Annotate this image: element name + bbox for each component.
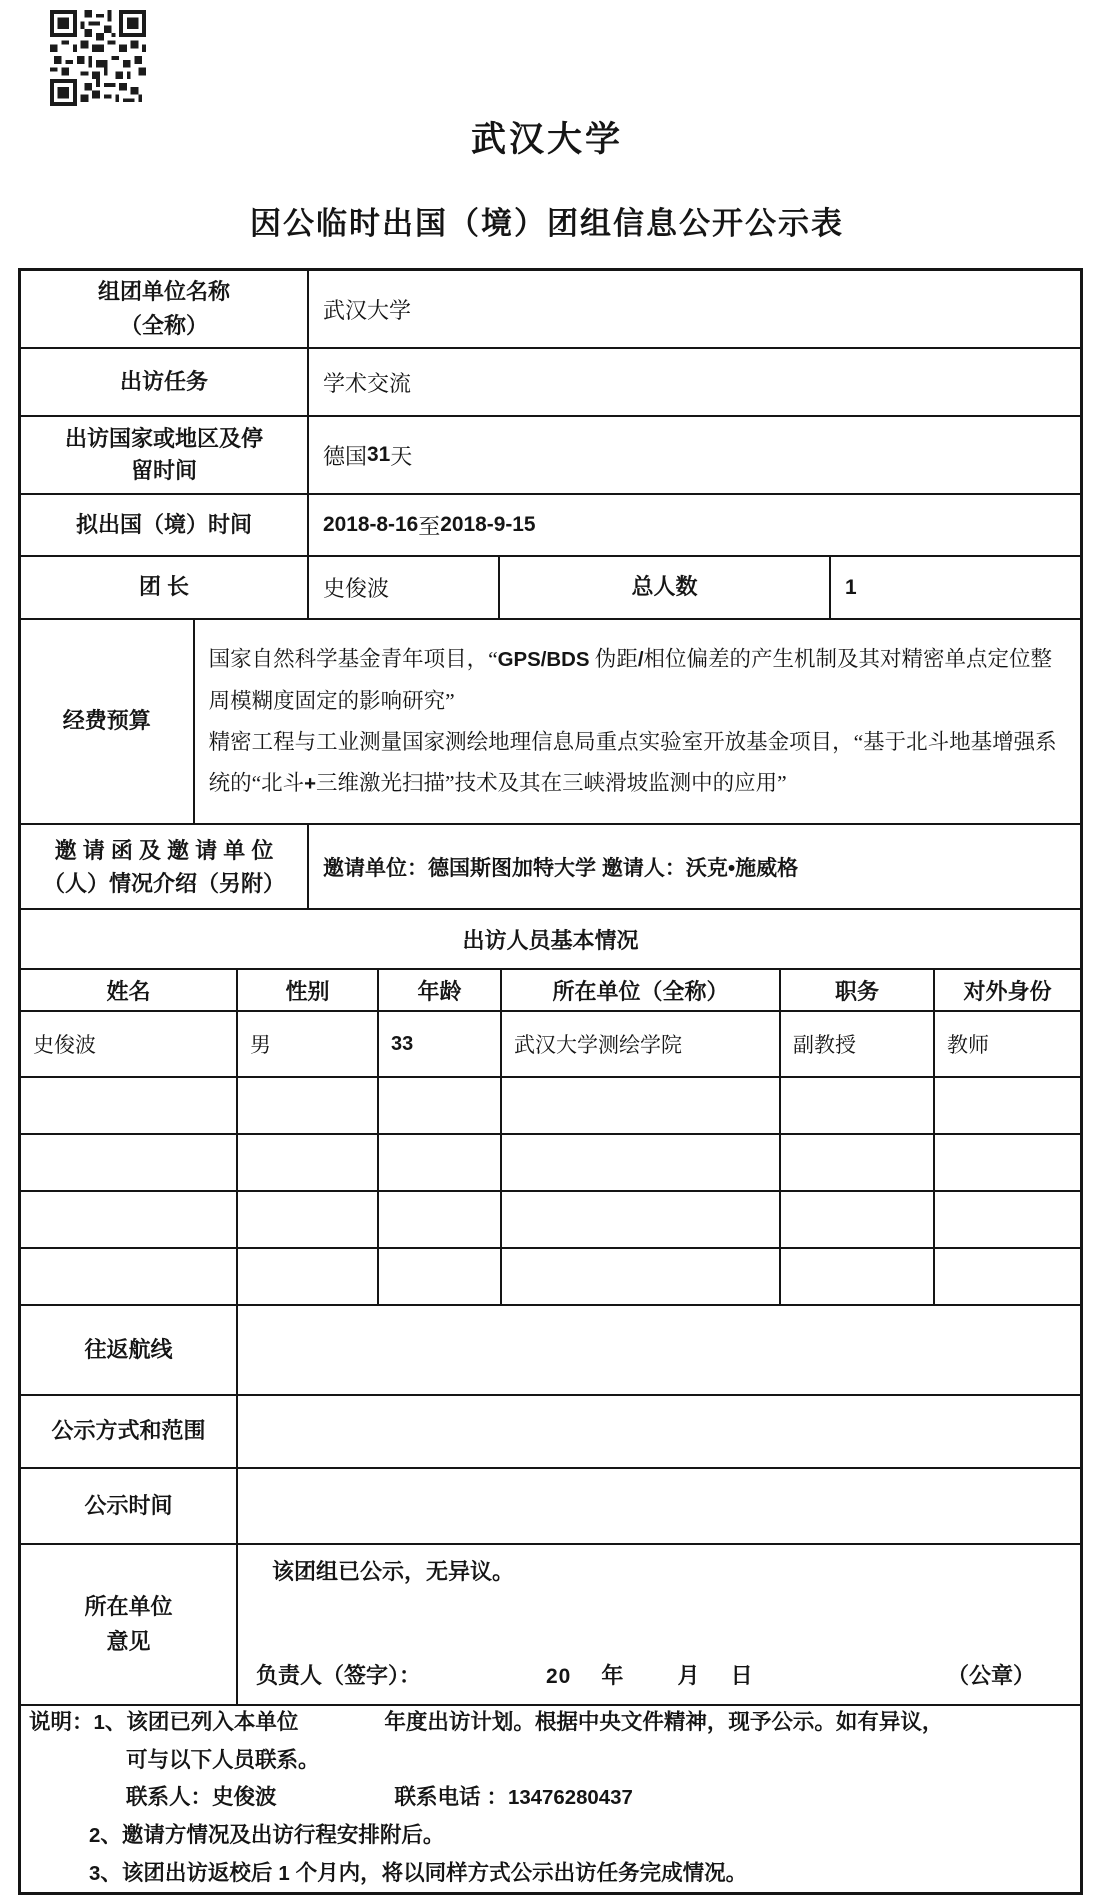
budget-label: 经费预算	[62, 708, 151, 734]
sign-date: 20 年 月 日	[546, 1663, 754, 1688]
leader-label: 团 长	[138, 574, 190, 600]
row-unit-opinion	[21, 1543, 1080, 1704]
note-line-1: 说明：1、该团已列入本单位 年度出访计划。根据中央文件精神，现予公示。如有异议，	[29, 1709, 944, 1734]
budget-value	[193, 620, 1080, 823]
personnel-row-empty	[21, 1076, 1080, 1133]
row-leader	[21, 555, 1080, 618]
cell-identity: 教师	[933, 1012, 1080, 1076]
cell-name: 史俊波	[33, 1033, 96, 1057]
row-group-unit	[21, 271, 1080, 347]
note-line-3	[29, 1779, 1074, 1817]
opinion-sign-line	[238, 1659, 1080, 1704]
note-line-4: 2、邀请方情况及出访行程安排附后。	[89, 1822, 445, 1847]
personnel-row-empty	[21, 1247, 1080, 1304]
col-header-age: 年龄	[377, 970, 500, 1010]
col-header-identity: 对外身份	[933, 970, 1080, 1010]
group-unit-value: 武汉大学	[307, 271, 1080, 347]
page-subtitle: 因公临时出国（境）团组信息公开公示表	[250, 206, 844, 241]
notes-section	[21, 1706, 1080, 1892]
row-notes	[21, 1704, 1080, 1892]
row-route	[21, 1304, 1080, 1394]
group-unit-label: 组团单位名称 （全称）	[97, 278, 230, 338]
form-table	[18, 268, 1083, 1895]
budget-para-2: 精密工程与工业测量国家测绘地理信息局重点实验室开放基金项目，“基于北斗地基增强系统的“北斗+三维激光扫描”技术及其在三峡滑坡监测中的应用”	[208, 729, 1057, 795]
publicity-time-value	[236, 1469, 1080, 1543]
personnel-row	[21, 1010, 1080, 1076]
note-line-5: 3、该团出访返校后 1 个月内，将以同样方式公示出访任务完成情况。	[89, 1860, 748, 1885]
col-header-unit: 所在单位（全称）	[500, 970, 779, 1010]
route-label: 往返航线	[84, 1336, 173, 1362]
publicity-method-label: 公示方式和范围	[51, 1418, 206, 1444]
total-label: 总人数	[498, 557, 829, 618]
row-publicity-method	[21, 1394, 1080, 1467]
row-personnel-title	[21, 908, 1080, 968]
cell-position: 副教授	[779, 1012, 933, 1076]
route-value	[236, 1306, 1080, 1394]
mission-value: 学术交流	[307, 349, 1080, 415]
cell-age: 33	[377, 1012, 500, 1076]
row-invitation	[21, 823, 1080, 908]
col-header-gender: 性别	[236, 970, 377, 1010]
total-value: 1	[829, 557, 1080, 618]
seal-label: （公章）	[946, 1663, 1035, 1688]
sign-label: 负责人（签字）：	[256, 1663, 422, 1688]
personnel-row-empty	[21, 1190, 1080, 1247]
row-mission	[21, 347, 1080, 415]
dates-value: 2018-8-16 至 2018-9-15	[307, 495, 1080, 555]
unit-opinion-label: 所在单位 意见	[84, 1594, 173, 1654]
row-budget	[21, 618, 1080, 823]
col-header-position: 职务	[779, 970, 933, 1010]
row-dates	[21, 493, 1080, 555]
personnel-title: 出访人员基本情况	[462, 927, 639, 953]
cell-gender: 男	[236, 1012, 377, 1076]
personnel-header-row	[21, 968, 1080, 1010]
opinion-statement: 该团组已公示，无异议。	[272, 1559, 515, 1584]
cell-unit: 武汉大学测绘学院	[500, 1012, 779, 1076]
contact-name: 联系人：史俊波	[126, 1784, 277, 1809]
invitation-value: 邀请单位：德国斯图加特大学 邀请人：沃克•施威格	[307, 825, 1080, 908]
destination-label: 出访国家或地区及停 留时间	[64, 426, 263, 483]
page-title: 武汉大学	[470, 120, 623, 159]
destination-value: 德国 31 天	[307, 417, 1080, 493]
publicity-time-label: 公示时间	[84, 1492, 173, 1518]
leader-value: 史俊波	[307, 557, 498, 618]
dates-label: 拟出国（境）时间	[75, 511, 252, 537]
publicity-method-value	[236, 1396, 1080, 1467]
unit-opinion-content	[236, 1545, 1080, 1704]
personnel-row-empty	[21, 1133, 1080, 1190]
col-header-name: 姓名	[106, 978, 151, 1004]
invitation-label: 邀 请 函 及 邀 请 单 位 （人）情况介绍（另附）	[42, 837, 285, 896]
note-line-2: 可与以下人员联系。	[126, 1747, 320, 1772]
budget-para-1: 国家自然科学基金青年项目，“GPS/BDS 伪距/相位偏差的产生机制及其对精密单点定位整周模糊度固定的影响研究”	[208, 646, 1053, 713]
row-destination	[21, 415, 1080, 493]
contact-phone: 联系电话 ：13476280437	[394, 1784, 633, 1809]
qr-code	[50, 10, 146, 106]
row-publicity-time	[21, 1467, 1080, 1543]
mission-label: 出访任务	[119, 368, 208, 394]
